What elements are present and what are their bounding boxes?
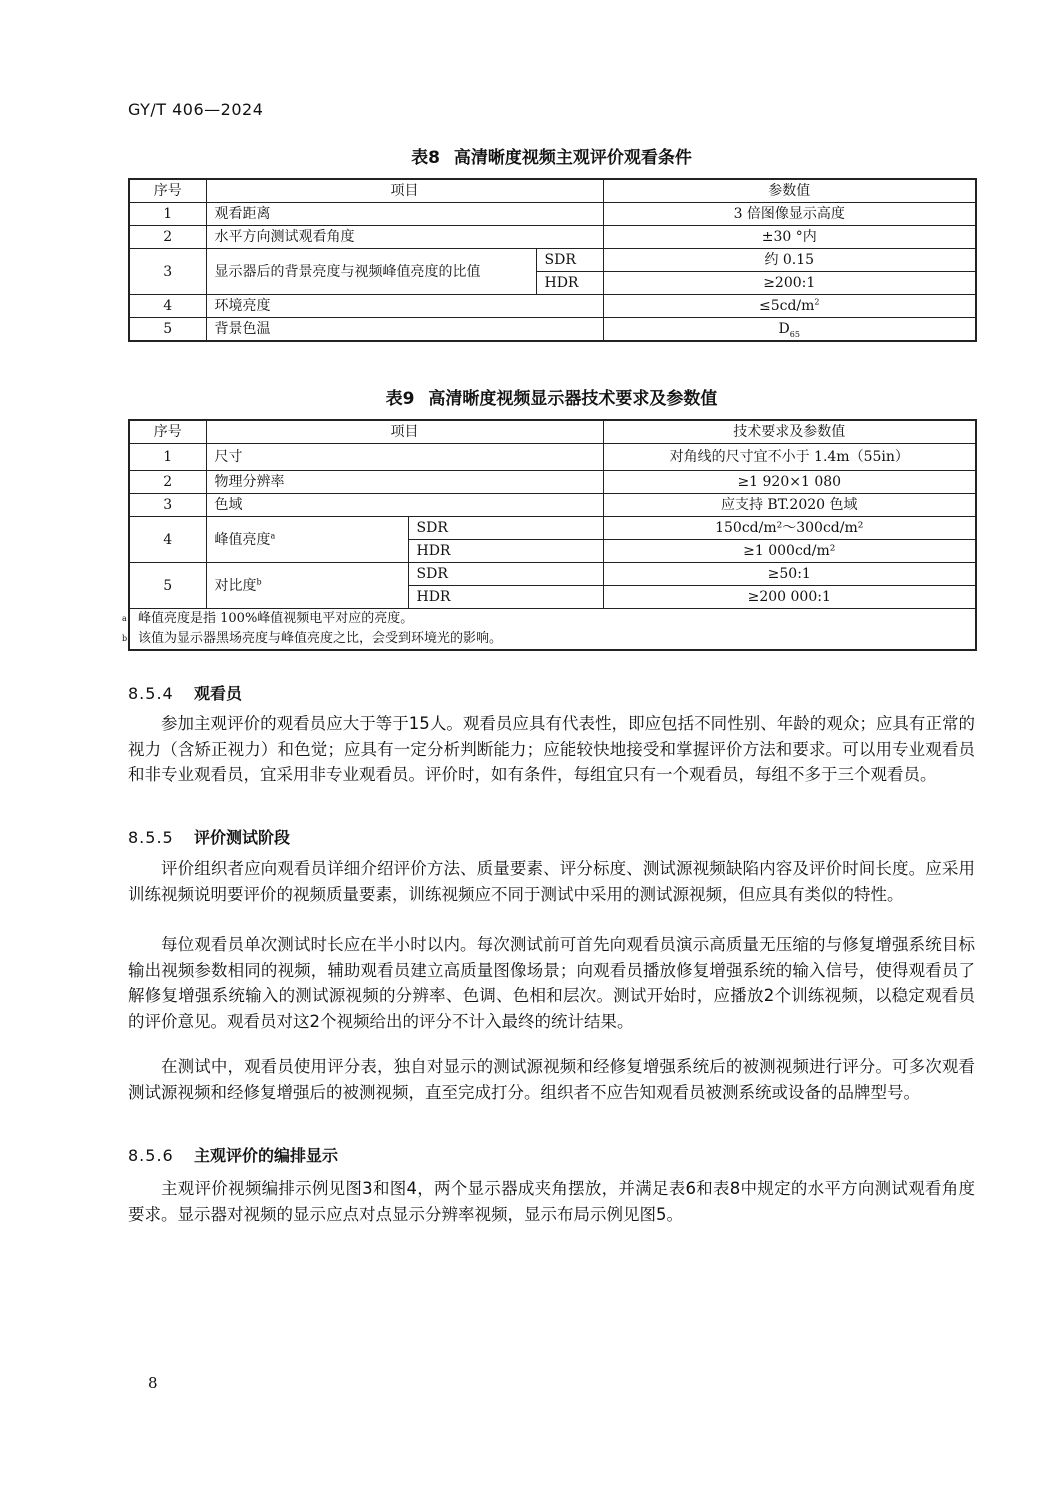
row-value: ≥1 920×1 080 xyxy=(603,471,976,494)
row-number: 2 xyxy=(129,471,206,494)
table-row xyxy=(129,444,976,471)
table8-number: 表8 xyxy=(411,148,440,168)
row-item: 色域 xyxy=(206,494,603,517)
row-value: 3 倍图像显示高度 xyxy=(603,203,976,226)
row-sub-hdr: HDR xyxy=(536,272,603,295)
table9-notes-row xyxy=(129,609,976,651)
paragraph: 主观评价视频编排示例见图3和图4，两个显示器成夹角摆放，并满足表6和表8中规定的水平方向测试观看角度要求。显示器对视频的显示应点对点显示分辨率视频，显示布局示例见图5。 xyxy=(128,1179,975,1224)
section-title: 观看员 xyxy=(194,684,243,703)
row-number: 5 xyxy=(129,318,206,342)
row-sub-sdr: SDR xyxy=(408,517,603,540)
row-item: 峰值亮度 xyxy=(214,531,271,548)
table9-notes xyxy=(122,609,976,651)
table9-header-item: 项目 xyxy=(206,420,603,444)
table9-caption xyxy=(128,384,975,409)
note-reference: b xyxy=(256,576,262,586)
row-value: 对角线的尺寸宜不小于 1.4m（55in） xyxy=(603,444,976,471)
row-item: 背景色温 xyxy=(206,318,603,342)
table-note xyxy=(122,629,967,649)
section-title: 评价测试阶段 xyxy=(194,828,291,847)
row-value-sdr: 约 0.15 xyxy=(603,249,976,272)
table9-header-row xyxy=(129,420,976,444)
row-item: 物理分辨率 xyxy=(206,471,603,494)
table9-header-no: 序号 xyxy=(129,420,206,444)
table8-title: 高清晰度视频主观评价观看条件 xyxy=(453,148,692,168)
row-number: 2 xyxy=(129,226,206,249)
section-number: 8.5.6 xyxy=(128,1146,174,1165)
table8-header-item: 项目 xyxy=(206,179,603,203)
section-heading xyxy=(128,1143,338,1166)
row-item-cell xyxy=(206,517,408,563)
table-row xyxy=(129,494,976,517)
row-number: 1 xyxy=(129,444,206,471)
note-reference: a xyxy=(270,530,276,540)
row-item: 显示器后的背景亮度与视频峰值亮度的比值 xyxy=(206,249,536,295)
note-text: 峰值亮度是指 100%峰值视频电平对应的亮度。 xyxy=(138,611,414,626)
row-number: 3 xyxy=(129,494,206,517)
table9 xyxy=(122,419,977,651)
row-item: 观看距离 xyxy=(206,203,603,226)
table9-title: 高清晰度视频显示器技术要求及参数值 xyxy=(428,389,718,409)
table-row xyxy=(129,295,976,318)
row-item: 尺寸 xyxy=(206,444,603,471)
row-item: 环境亮度 xyxy=(206,295,603,318)
paragraph: 在测试中，观看员使用评分表，独自对显示的测试源视频和经修复增强系统后的被测视频进行评分。可多次观看测试源视频和经修复增强后的被测视频，直至完成打分。组织者不应告知观看员被测系统或设备的品牌型号。 xyxy=(128,1057,975,1102)
section-number: 8.5.5 xyxy=(128,828,174,847)
note-text: 该值为显示器黑场亮度与峰值亮度之比，会受到环境光的影响。 xyxy=(138,631,503,646)
table8 xyxy=(128,178,977,342)
row-value-hdr: ≥200 000:1 xyxy=(603,586,976,609)
note-mark: a xyxy=(122,614,127,623)
row-value-cell xyxy=(603,318,976,342)
table9-header-value: 技术要求及参数值 xyxy=(603,420,976,444)
row-item: 对比度 xyxy=(214,577,257,594)
row-number: 1 xyxy=(129,203,206,226)
paragraph: 评价组织者应向观看员详细介绍评价方法、质量要素、评分标度、测试源视频缺陷内容及评价时间长度。应采用训练视频说明要评价的视频质量要素，训练视频应不同于测试中采用的测试源视频，但应具有类似的特性。 xyxy=(128,859,975,904)
note-mark: b xyxy=(122,634,128,643)
row-sub-hdr: HDR xyxy=(408,586,603,609)
row-value: 应支持 BT.2020 色域 xyxy=(603,494,976,517)
row-item: 水平方向测试观看角度 xyxy=(206,226,603,249)
section-title: 主观评价的编排显示 xyxy=(194,1146,339,1165)
table-row xyxy=(129,517,976,540)
row-value-cell xyxy=(603,295,976,318)
row-number: 4 xyxy=(129,517,206,563)
table8-header-no: 序号 xyxy=(129,179,206,203)
unit-superscript: 2 xyxy=(814,297,820,307)
table8-header-value: 参数值 xyxy=(603,179,976,203)
section-heading xyxy=(128,681,242,704)
table-row xyxy=(129,563,976,586)
table8-caption xyxy=(128,143,975,168)
value-subscript: 65 xyxy=(789,329,800,339)
table-row xyxy=(129,249,976,272)
row-sub-hdr: HDR xyxy=(408,540,603,563)
standard-code: GY/T 406—2024 xyxy=(128,100,264,119)
row-number: 5 xyxy=(129,563,206,609)
row-value: ≤5cd/m xyxy=(758,298,815,314)
paragraph: 每位观看员单次测试时长应在半小时以内。每次测试前可首先向观看员演示高质量无压缩的与修复增强系统目标输出视频参数相同的视频，辅助观看员建立高质量图像场景；向观看员播放修复增强系统的输入信号，使得观看员了解修复增强系统输入的测试源视频的分辨率、色调、色相和层次。测试开始时，应播放2个训练视频，以稳定观看员的评价意见。观看员对这2个视频给出的评分不计入最终的统计结果。 xyxy=(128,935,975,1031)
row-value: D xyxy=(778,321,790,337)
paragraph: 参加主观评价的观看员应大于等于15人。观看员应具有代表性，即应包括不同性别、年龄的观众；应具有正常的视力（含矫正视力）和色觉；应具有一定分析判断能力；应能较快地接受和掌握评价方法和要求。可以用专业观看员和非专业观看员，宜采用非专业观看员。评价时，如有条件，每组宜只有一个观看员，每组不多于三个观看员。 xyxy=(128,714,975,784)
row-value-hdr: ≥200:1 xyxy=(603,272,976,295)
row-sub-sdr: SDR xyxy=(536,249,603,272)
table-row xyxy=(129,226,976,249)
table8-header-row xyxy=(129,179,976,203)
section-number: 8.5.4 xyxy=(128,684,174,703)
table9-number: 表9 xyxy=(385,389,415,409)
row-value-sdr: ≥50:1 xyxy=(603,563,976,586)
table-note xyxy=(122,609,967,629)
row-value-sdr: 150cd/m²～300cd/m² xyxy=(603,517,976,540)
row-number: 4 xyxy=(129,295,206,318)
page-number: 8 xyxy=(148,1374,158,1392)
table-row xyxy=(129,318,976,342)
table-row xyxy=(129,203,976,226)
row-value: ±30 °内 xyxy=(603,226,976,249)
section-heading xyxy=(128,825,290,848)
row-sub-sdr: SDR xyxy=(408,563,603,586)
row-number: 3 xyxy=(129,249,206,295)
table-row xyxy=(129,471,976,494)
row-item-cell xyxy=(206,563,408,609)
row-value-hdr: ≥1 000cd/m² xyxy=(603,540,976,563)
